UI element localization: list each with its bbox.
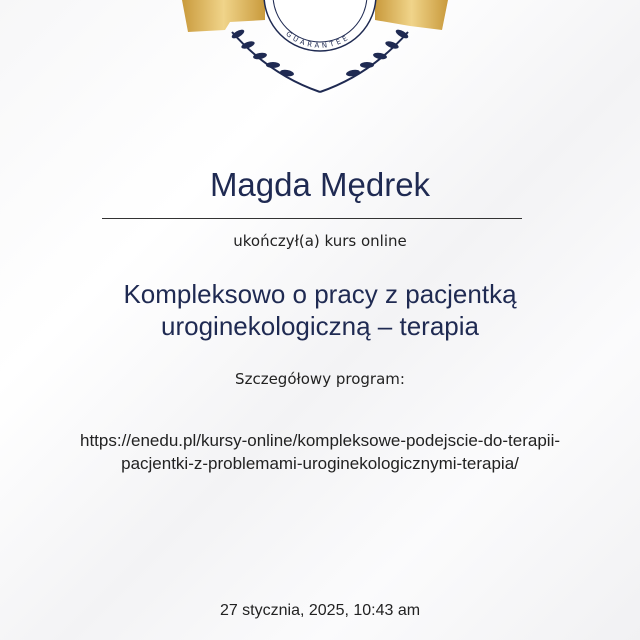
guarantee-badge xyxy=(170,0,470,100)
name-divider xyxy=(102,218,522,219)
program-url[interactable] xyxy=(0,429,640,475)
program-url-line2[interactable]: pacjentki-z-problemami-uroginekologicznymi-terapia/ xyxy=(121,454,519,473)
course-title xyxy=(0,278,640,342)
program-url-line1[interactable]: https://enedu.pl/kursy-online/kompleksowe-podejscie-do-terapii- xyxy=(79,431,561,450)
completed-text: ukończył(a) kurs online xyxy=(233,232,407,250)
course-title-line2: uroginekologiczną – terapia xyxy=(161,311,479,341)
course-title-line1: Kompleksowo o pracy z pacjentką xyxy=(123,279,517,309)
completion-date: 27 stycznia, 2025, 10:43 am xyxy=(219,602,421,619)
badge-text: GUARANTEE xyxy=(284,30,352,50)
program-label: Szczegółowy program: xyxy=(235,370,405,388)
recipient-name: Magda Mędrek xyxy=(209,166,431,203)
